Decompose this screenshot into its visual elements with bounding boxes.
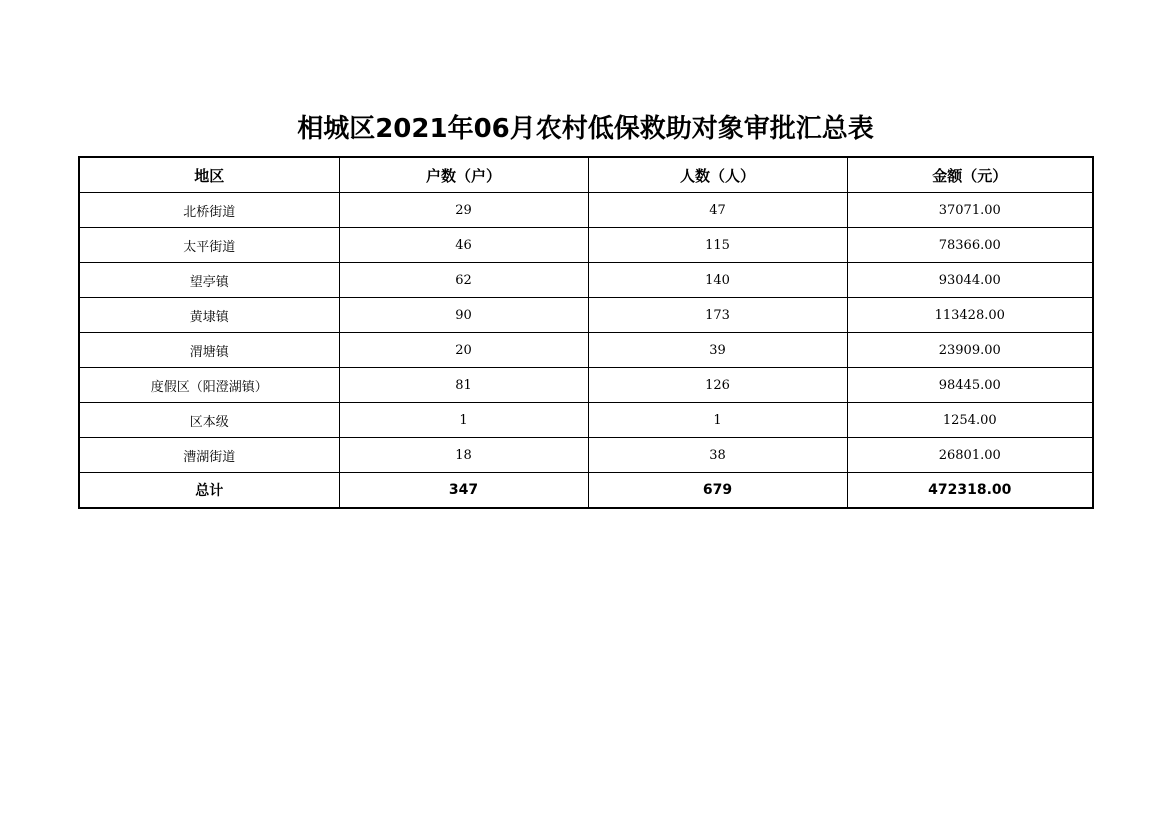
cell-region: 望亭镇 [79,263,339,298]
cell-amount: 78366.00 [847,228,1093,263]
cell-persons: 115 [588,228,847,263]
cell-region: 漕湖街道 [79,438,339,473]
cell-region: 太平街道 [79,228,339,263]
cell-persons: 47 [588,193,847,228]
table-row [79,263,1093,298]
header-amount: 金额（元） [847,157,1093,193]
table-row [79,438,1093,473]
cell-persons: 38 [588,438,847,473]
cell-region: 黄埭镇 [79,298,339,333]
summary-table [78,156,1094,509]
cell-households: 1 [339,403,588,438]
cell-region: 北桥街道 [79,193,339,228]
header-persons: 人数（人） [588,157,847,193]
total-label: 总计 [79,473,339,509]
table-row [79,368,1093,403]
table-header-row [79,157,1093,193]
cell-households: 20 [339,333,588,368]
header-households: 户数（户） [339,157,588,193]
cell-households: 46 [339,228,588,263]
cell-persons: 140 [588,263,847,298]
cell-persons: 173 [588,298,847,333]
cell-persons: 1 [588,403,847,438]
header-region: 地区 [79,157,339,193]
cell-region: 度假区（阳澄湖镇） [79,368,339,403]
cell-amount: 26801.00 [847,438,1093,473]
cell-region: 渭塘镇 [79,333,339,368]
cell-amount: 23909.00 [847,333,1093,368]
total-persons: 679 [588,473,847,509]
table-row [79,193,1093,228]
table-row [79,403,1093,438]
table-row [79,228,1093,263]
cell-persons: 126 [588,368,847,403]
table-total-row [79,473,1093,509]
table-row [79,298,1093,333]
cell-households: 81 [339,368,588,403]
cell-region: 区本级 [79,403,339,438]
page-title: 相城区2021年06月农村低保救助对象审批汇总表 [297,114,874,144]
total-households: 347 [339,473,588,509]
cell-amount: 37071.00 [847,193,1093,228]
cell-amount: 1254.00 [847,403,1093,438]
cell-amount: 113428.00 [847,298,1093,333]
cell-persons: 39 [588,333,847,368]
cell-households: 90 [339,298,588,333]
total-amount: 472318.00 [847,473,1093,509]
cell-amount: 93044.00 [847,263,1093,298]
cell-households: 62 [339,263,588,298]
cell-households: 18 [339,438,588,473]
cell-amount: 98445.00 [847,368,1093,403]
table-row [79,333,1093,368]
cell-households: 29 [339,193,588,228]
